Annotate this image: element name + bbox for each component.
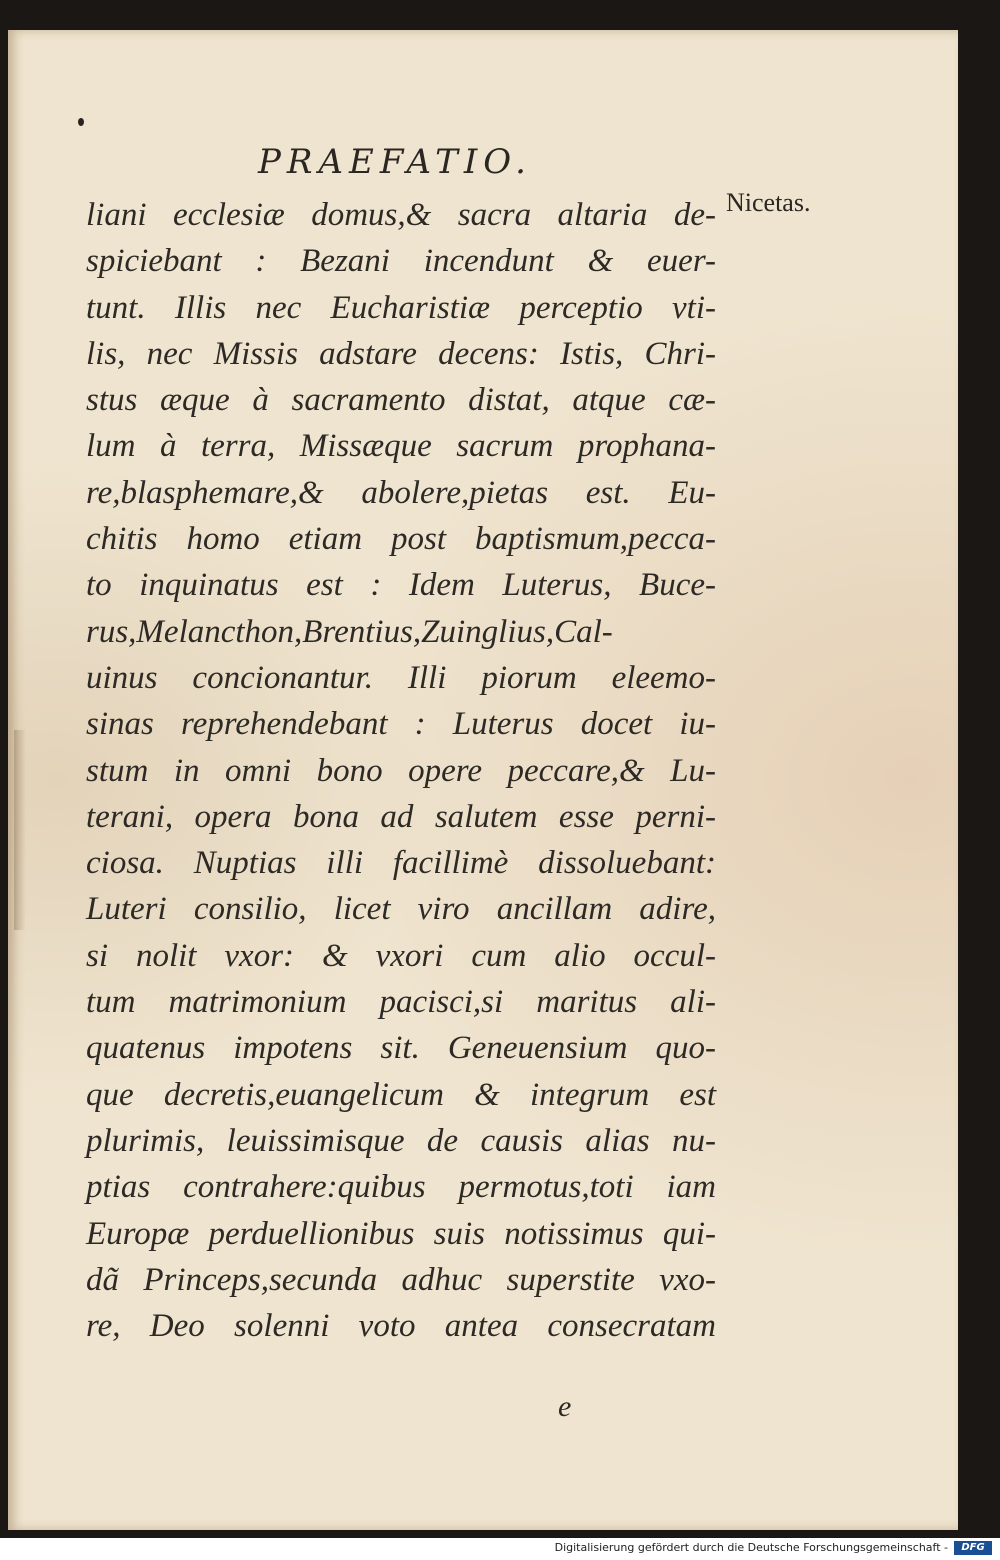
- text-line: re, Deo solenni voto antea consecratam: [86, 1308, 716, 1345]
- text-line: tum matrimonium pacisci,si maritus ali-: [86, 984, 716, 1021]
- text-line: si nolit vxor: & vxori cum alio occul-: [86, 937, 716, 974]
- book-page: [8, 30, 958, 1530]
- text-line: Luteri consilio, licet viro ancillam adire,: [86, 891, 716, 928]
- dfg-logo[interactable]: DFG: [954, 1541, 992, 1555]
- page-stain: [14, 730, 26, 930]
- signature-mark: e: [558, 1390, 572, 1423]
- text-line: tunt. Illis nec Eucharistiæ perceptio vti-: [86, 289, 716, 326]
- body-text: [86, 192, 716, 1349]
- text-line: plurimis, leuissimisque de causis alias nu-: [86, 1122, 716, 1159]
- text-line: sinas reprehendebant : Luterus docet iu-: [86, 706, 716, 743]
- text-line: re,blasphemare,& abolere,pietas est. Eu-: [86, 474, 716, 511]
- text-line: rus,Melancthon,Brentius,Zuinglius,Cal-: [86, 613, 613, 650]
- text-line: stum in omni bono opere peccare,& Lu-: [86, 752, 716, 789]
- text-line: stus æque à sacramento distat, atque cæ-: [86, 382, 716, 419]
- text-line: que decretis,euangelicum & integrum est: [86, 1076, 716, 1113]
- text-line: ciosa. Nuptias illi facillimè dissoluebant:: [86, 845, 716, 882]
- text-line: terani, opera bona ad salutem esse perni-: [86, 798, 716, 835]
- text-line: liani ecclesiæ domus,& sacra altaria de-: [86, 197, 716, 233]
- text-line: Europæ perduellionibus suis notissimus qui-: [86, 1215, 716, 1252]
- text-line: lis, nec Missis adstare decens: Istis, Chri-: [86, 335, 716, 372]
- ink-dot: [78, 118, 84, 126]
- text-line: dã Princeps,secunda adhuc superstite vxo-: [86, 1261, 716, 1298]
- running-header: PRAEFATIO.: [258, 142, 532, 182]
- text-line: spiciebant : Bezani incendunt & euer-: [86, 243, 716, 280]
- text-line: to inquinatus est : Idem Luterus, Buce-: [86, 567, 716, 604]
- text-line: quatenus impotens sit. Geneuensium quo-: [86, 1030, 716, 1067]
- footer-bar: [0, 1538, 1000, 1560]
- text-line: ptias contrahere:quibus permotus,toti iam: [86, 1169, 716, 1206]
- text-line: lum à terra, Missæque sacrum prophana-: [86, 428, 716, 465]
- text-line: uinus concionantur. Illi piorum eleemo-: [86, 659, 716, 696]
- text-line: chitis homo etiam post baptismum,pecca-: [86, 521, 716, 558]
- margin-note: Nicetas.: [726, 188, 811, 217]
- funding-note: Digitalisierung gefördert durch die Deutsche Forschungsgemeinschaft -: [554, 1541, 948, 1554]
